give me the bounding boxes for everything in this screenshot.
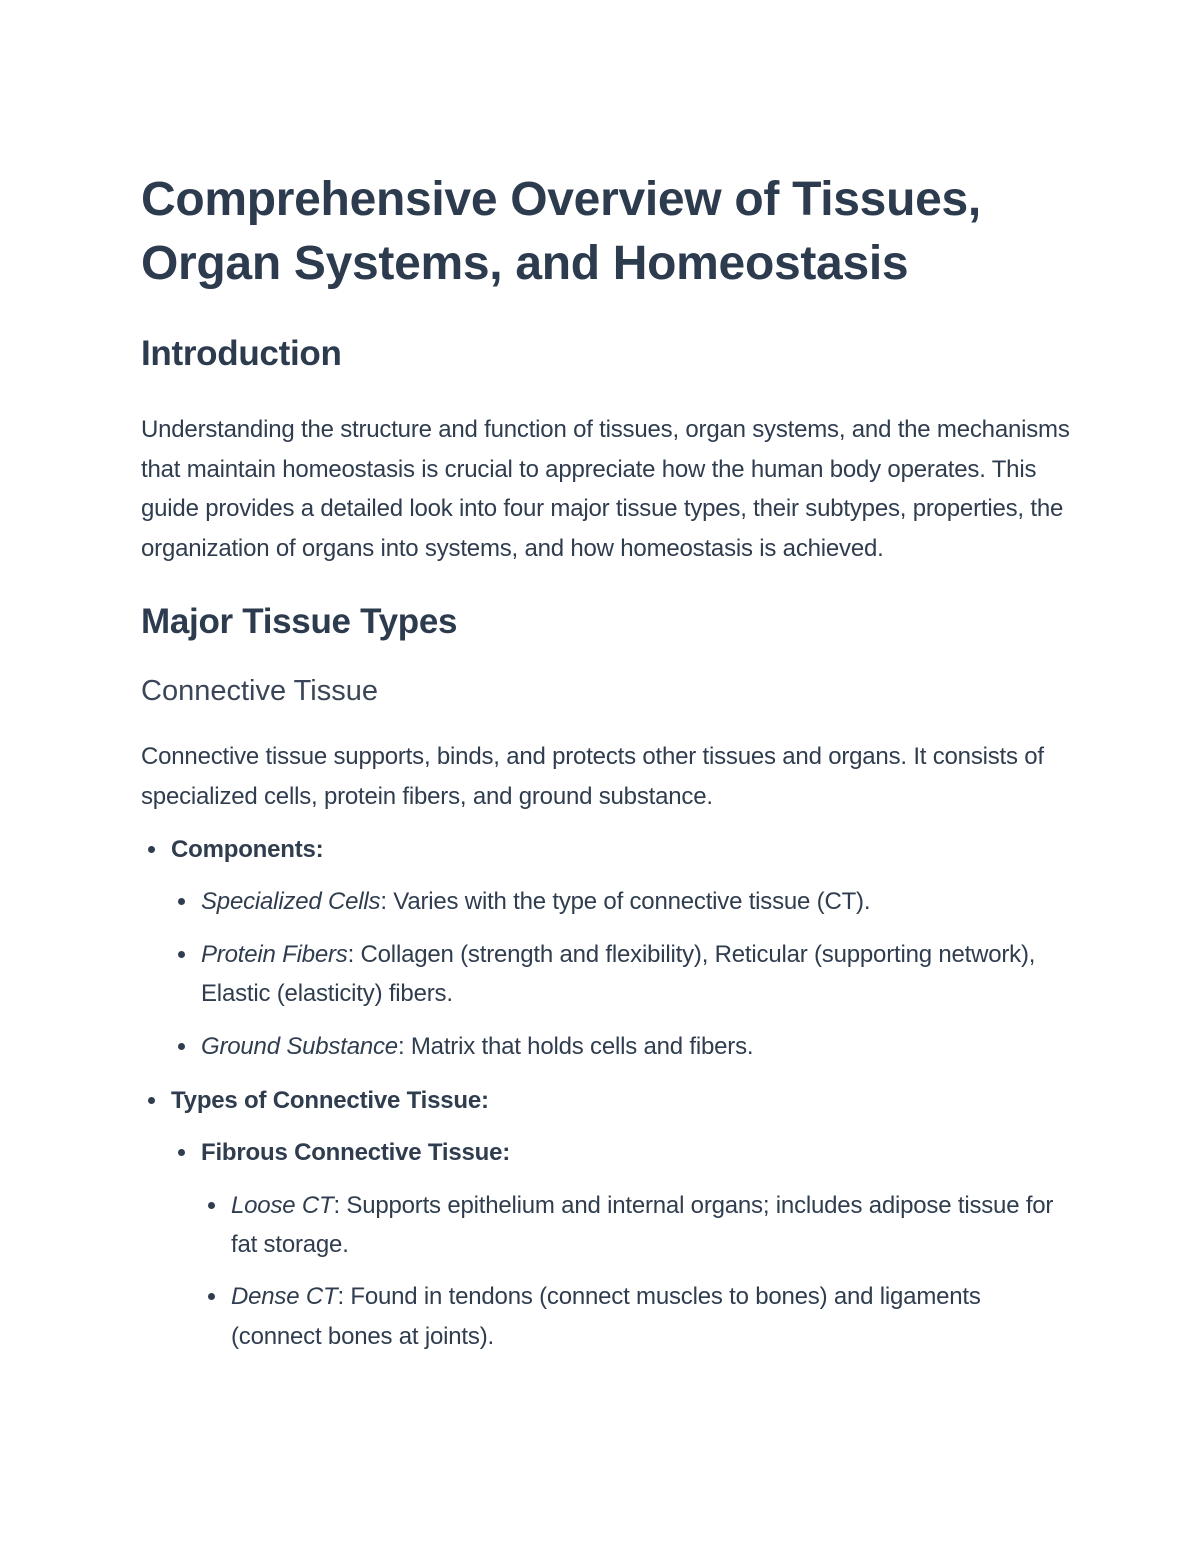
subsection-heading-connective-tissue: Connective Tissue [141,675,378,708]
list-item-fibrous [201,1133,1071,1356]
document-title: Comprehensive Overview of Tissues, Organ Systems, and Homeostasis [141,173,981,290]
bullet-icon [178,1149,185,1156]
section-heading-introduction: Introduction [141,334,342,373]
term: Protein Fibers [201,940,348,968]
term: Loose CT [231,1191,334,1219]
components-label: Components: [171,835,324,863]
definition: : Supports epithelium and internal organs; includes adipose tissue for fat storage. [231,1191,1054,1259]
term: Dense CT [231,1282,338,1310]
components-list [171,882,1071,1066]
bullet-icon [148,1097,155,1104]
introduction-paragraph: Understanding the structure and function of tissues, organ systems, and the mechanisms that maintain homeostasis is crucial to appreciate how the human body operates. This guide provides a detailed look into four major tissue types, their subtypes, properties, the organization of organs into systems, and how homeostasis is achieved. [141,416,1070,562]
types-label: Types of Connective Tissue: [171,1086,489,1114]
fibrous-list [201,1186,1071,1356]
definition: : Collagen (strength and flexibility), Reticular (supporting network), Elastic (elasticity) fibers. [201,940,1036,1008]
list-item [201,882,1071,922]
list-item [231,1277,1071,1356]
section-heading-major-tissue-types: Major Tissue Types [141,602,458,642]
document-page [141,168,1071,1356]
definition: : Matrix that holds cells and fibers. [397,1032,754,1060]
fibrous-label: Fibrous Connective Tissue: [201,1139,511,1167]
bullet-icon [178,1043,185,1050]
bullet-icon [208,1202,215,1209]
definition: : Varies with the type of connective tissue (CT). [380,888,871,916]
bullet-icon [148,846,155,853]
bullet-icon [178,951,185,958]
list-item [201,1027,1071,1067]
list-item [231,1186,1071,1265]
connective-tissue-paragraph: Connective tissue supports, binds, and protects other tissues and organs. It consists of specialized cells, protein fibers, and ground substance. [141,743,1044,810]
term: Ground Substance [201,1032,398,1060]
types-list [171,1133,1071,1356]
bullet-icon [208,1293,215,1300]
list-item-components [171,830,1071,1067]
bullet-icon [178,898,185,905]
list-item-types [171,1081,1071,1357]
definition: : Found in tendons (connect muscles to bones) and ligaments (connect bones at joints). [231,1282,981,1350]
connective-tissue-list [141,830,1071,1357]
term: Specialized Cells [201,888,381,916]
list-item [201,935,1071,1014]
